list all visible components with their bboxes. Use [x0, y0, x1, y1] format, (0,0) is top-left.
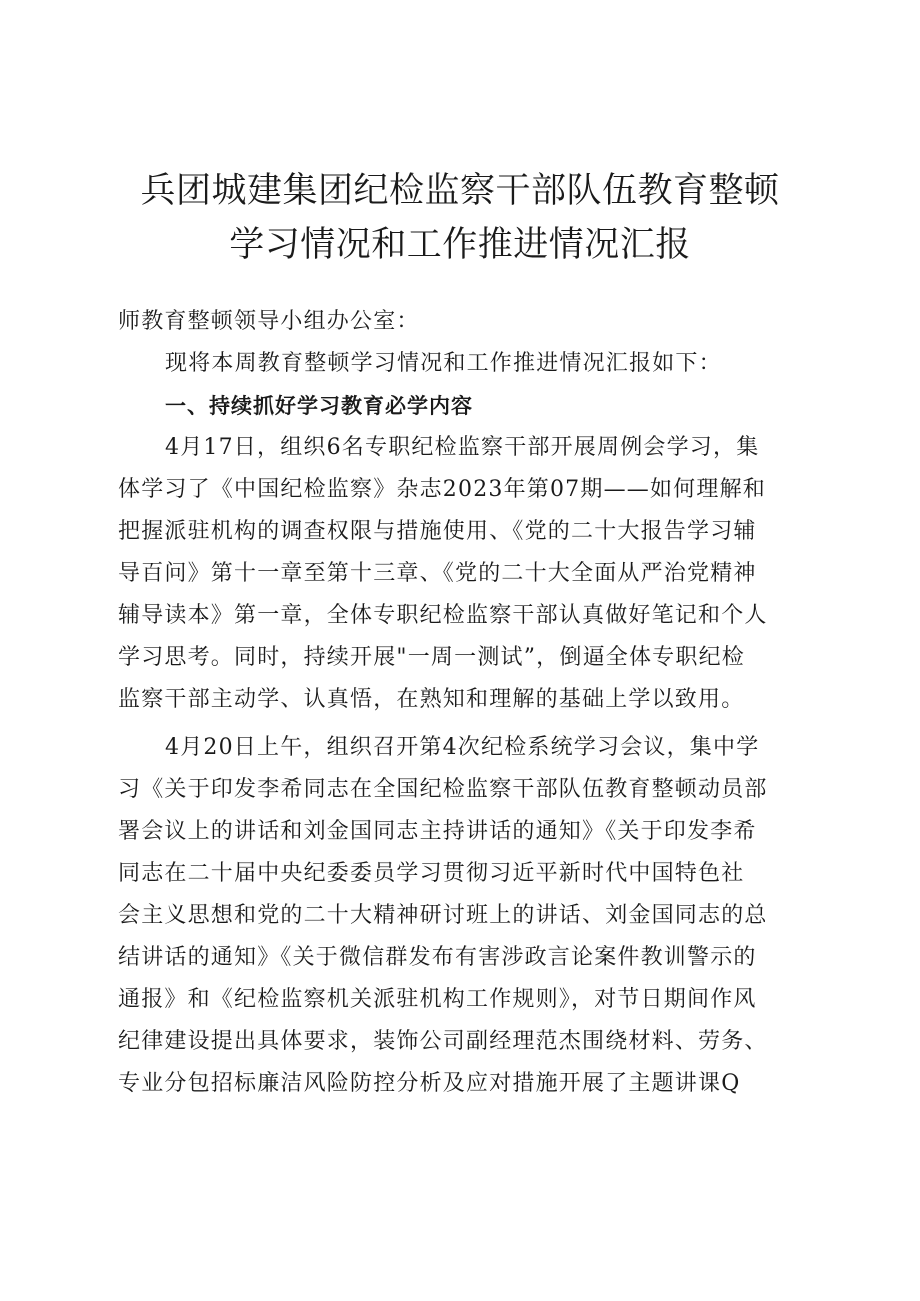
paragraph-1-line: 辅导读本》第一章，全体专职纪检监察干部认真做好笔记和个人	[118, 603, 768, 628]
paragraph-1-line: 监察干部主动学、认真悟，在熟知和理解的基础上学以致用。	[118, 687, 745, 712]
paragraph-2-line: 同志在二十届中央纪委委员学习贯彻习近平新时代中国特色社	[118, 861, 745, 886]
paragraph-2-line: 习《关于印发李希同志在全国纪检监察干部队伍教育整顿动员部	[118, 777, 768, 802]
document-title-line-2: 学习情况和工作推进情况汇报	[229, 225, 691, 265]
paragraph-1-line: 学习思考。同时，持续开展"一周一测试”，倒逼全体专职纪检	[118, 645, 745, 670]
paragraph-2-line: 会主义思想和党的二十大精神研讨班上的讲话、刘金国同志的总	[118, 903, 768, 928]
paragraph-1-line: 4月17日，组织6名专职纪检监察干部开展周例会学习，集	[165, 435, 760, 460]
intro-paragraph: 现将本周教育整顿学习情况和工作推进情况汇报如下：	[165, 351, 722, 376]
paragraph-2-line: 纪律建设提出具体要求，装饰公司副经理范杰围绕材料、劳务、	[118, 1029, 768, 1054]
paragraph-2-line: 署会议上的讲话和刘金国同志主持讲话的通知》《关于印发李希	[118, 819, 757, 844]
section-heading: 一、持续抓好学习教育必学内容	[165, 394, 473, 418]
paragraph-1-line: 体学习了《中国纪检监察》杂志2023年第07期——如何理解和	[118, 477, 766, 502]
salutation: 师教育整顿领导小组办公室：	[118, 309, 420, 334]
paragraph-2-line: 通报》和《纪检监察机关派驻机构工作规则》，对节日期间作风	[118, 987, 757, 1012]
paragraph-2-line: 专业分包招标廉洁风险防控分析及应对措施开展了主题讲课Q	[118, 1071, 741, 1096]
paragraph-2-line: 结讲话的通知》《关于微信群发布有害涉政言论案件教训警示的	[118, 945, 757, 970]
document-title-line-1: 兵团城建集团纪检监察干部队伍教育整顿	[140, 171, 780, 211]
paragraph-1-line: 导百问》第十一章至第十三章、《党的二十大全面从严治党精神	[118, 561, 757, 586]
paragraph-2-line: 4月20日上午，组织召开第4次纪检系统学习会议，集中学	[165, 735, 760, 760]
paragraph-1-line: 把握派驻机构的调查权限与措施使用、《党的二十大报告学习辅	[118, 519, 757, 544]
